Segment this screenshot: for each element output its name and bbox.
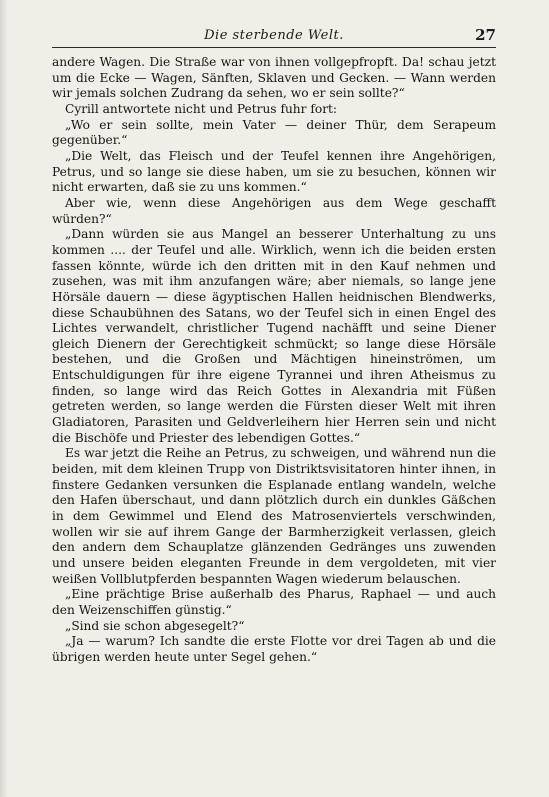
- page-number: 27: [475, 26, 496, 44]
- header-rule: [52, 47, 496, 48]
- paragraph-9: „Sind sie schon abgesegelt?“: [65, 618, 245, 633]
- paragraph-5: Aber wie, wenn diese Angehörigen aus dem Wege geschafft würden?“: [52, 195, 496, 226]
- paragraph-10: „Ja — warum? Ich sandte die erste Flotte vor drei Tagen ab und die übrigen werden heute unter Segel gehen.“: [52, 634, 496, 664]
- paragraph-4: „Die Welt, das Fleisch und der Teufel kennen ihre Angehörigen, Petrus, und so lange sie diese haben, um sie zu besuchen, können wir nicht erwarten, daß sie zu uns kommen.“: [52, 148, 496, 195]
- paragraph-8: „Eine prächtige Brise außerhalb des Pharus, Raphael — und auch den Weizenschiffen günstig.“: [52, 587, 496, 617]
- running-head-title: Die sterbende Welt.: [204, 28, 344, 43]
- paragraph-1: andere Wagen. Die Straße war von ihnen vollgepfropft. Da! schau jetzt um die Ecke — Wagen, Sänften, Sklaven und Gecken. — Wann werden wir jemals solchen Zudrang da sehen, wo er sein sollte?“: [52, 55, 496, 101]
- running-head: [52, 26, 496, 46]
- paragraph-2: Cyrill antwortete nicht und Petrus fuhr fort:: [65, 101, 338, 116]
- body-text: [52, 55, 496, 666]
- paragraph-7: Es war jetzt die Reihe an Petrus, zu schweigen, und während nun die beiden, mit dem kleinen Trupp von Distriktsvisitatoren hinter ihnen, in finstere Gedanken versunken die Esplanade entlang wandeln, welche den Hafen überschaut, und dann plötzlich durch ein dunkles Gäßchen in dem Gewimmel und Elend des Matrosenviertels verschwinden, wollen wir sie auf ihrem Gange der Barmherzigkeit verlassen, gleich den andern dem Schauplatze glänzenden Gedränges uns zuwenden und unsere beiden eleganten Freunde in dem vergoldeten, mit vier weißen Vollblutpferden bespannten Wagen wiederum belauschen.: [52, 446, 496, 586]
- paragraph-3: „Wo er sein sollte, mein Vater — deiner Thür, dem Serapeum gegenüber.“: [52, 117, 496, 148]
- paragraph-6: „Dann würden sie aus Mangel an besserer Unterhaltung zu uns kommen .... der Teufel und alle. Wirklich, wenn ich die beiden ersten fassen könnte, würde ich den dritten mit in den Kauf nehmen und zusehen, was mit ihm anzufangen wäre; aber niemals, so lange jene Hörsäle dauern — diese ägyptischen Hallen heidnischen Blendwerks, diese Schaubühnen des Satans, wo der Teufel sich in einen Engel des Lichtes verwandelt, christlicher Tugend nachäfft und seine Diener gleich Dienern der Gerechtigkeit schmückt; so lange diese Hörsäle bestehen, und die Großen und Mächtigen hineinströmen, um Entschuldigungen für ihre eigene Tyrannei und ihren Atheismus zu finden, so lange wird das Reich Gottes in Alexandria mit Füßen getreten werden, so lange werden die Fürsten dieser Welt mit ihren Gladiatoren, Parasiten und Geldverleihern hier Herren sein und nicht die Bischöfe und Priester des lebendigen Gottes.“: [52, 227, 496, 445]
